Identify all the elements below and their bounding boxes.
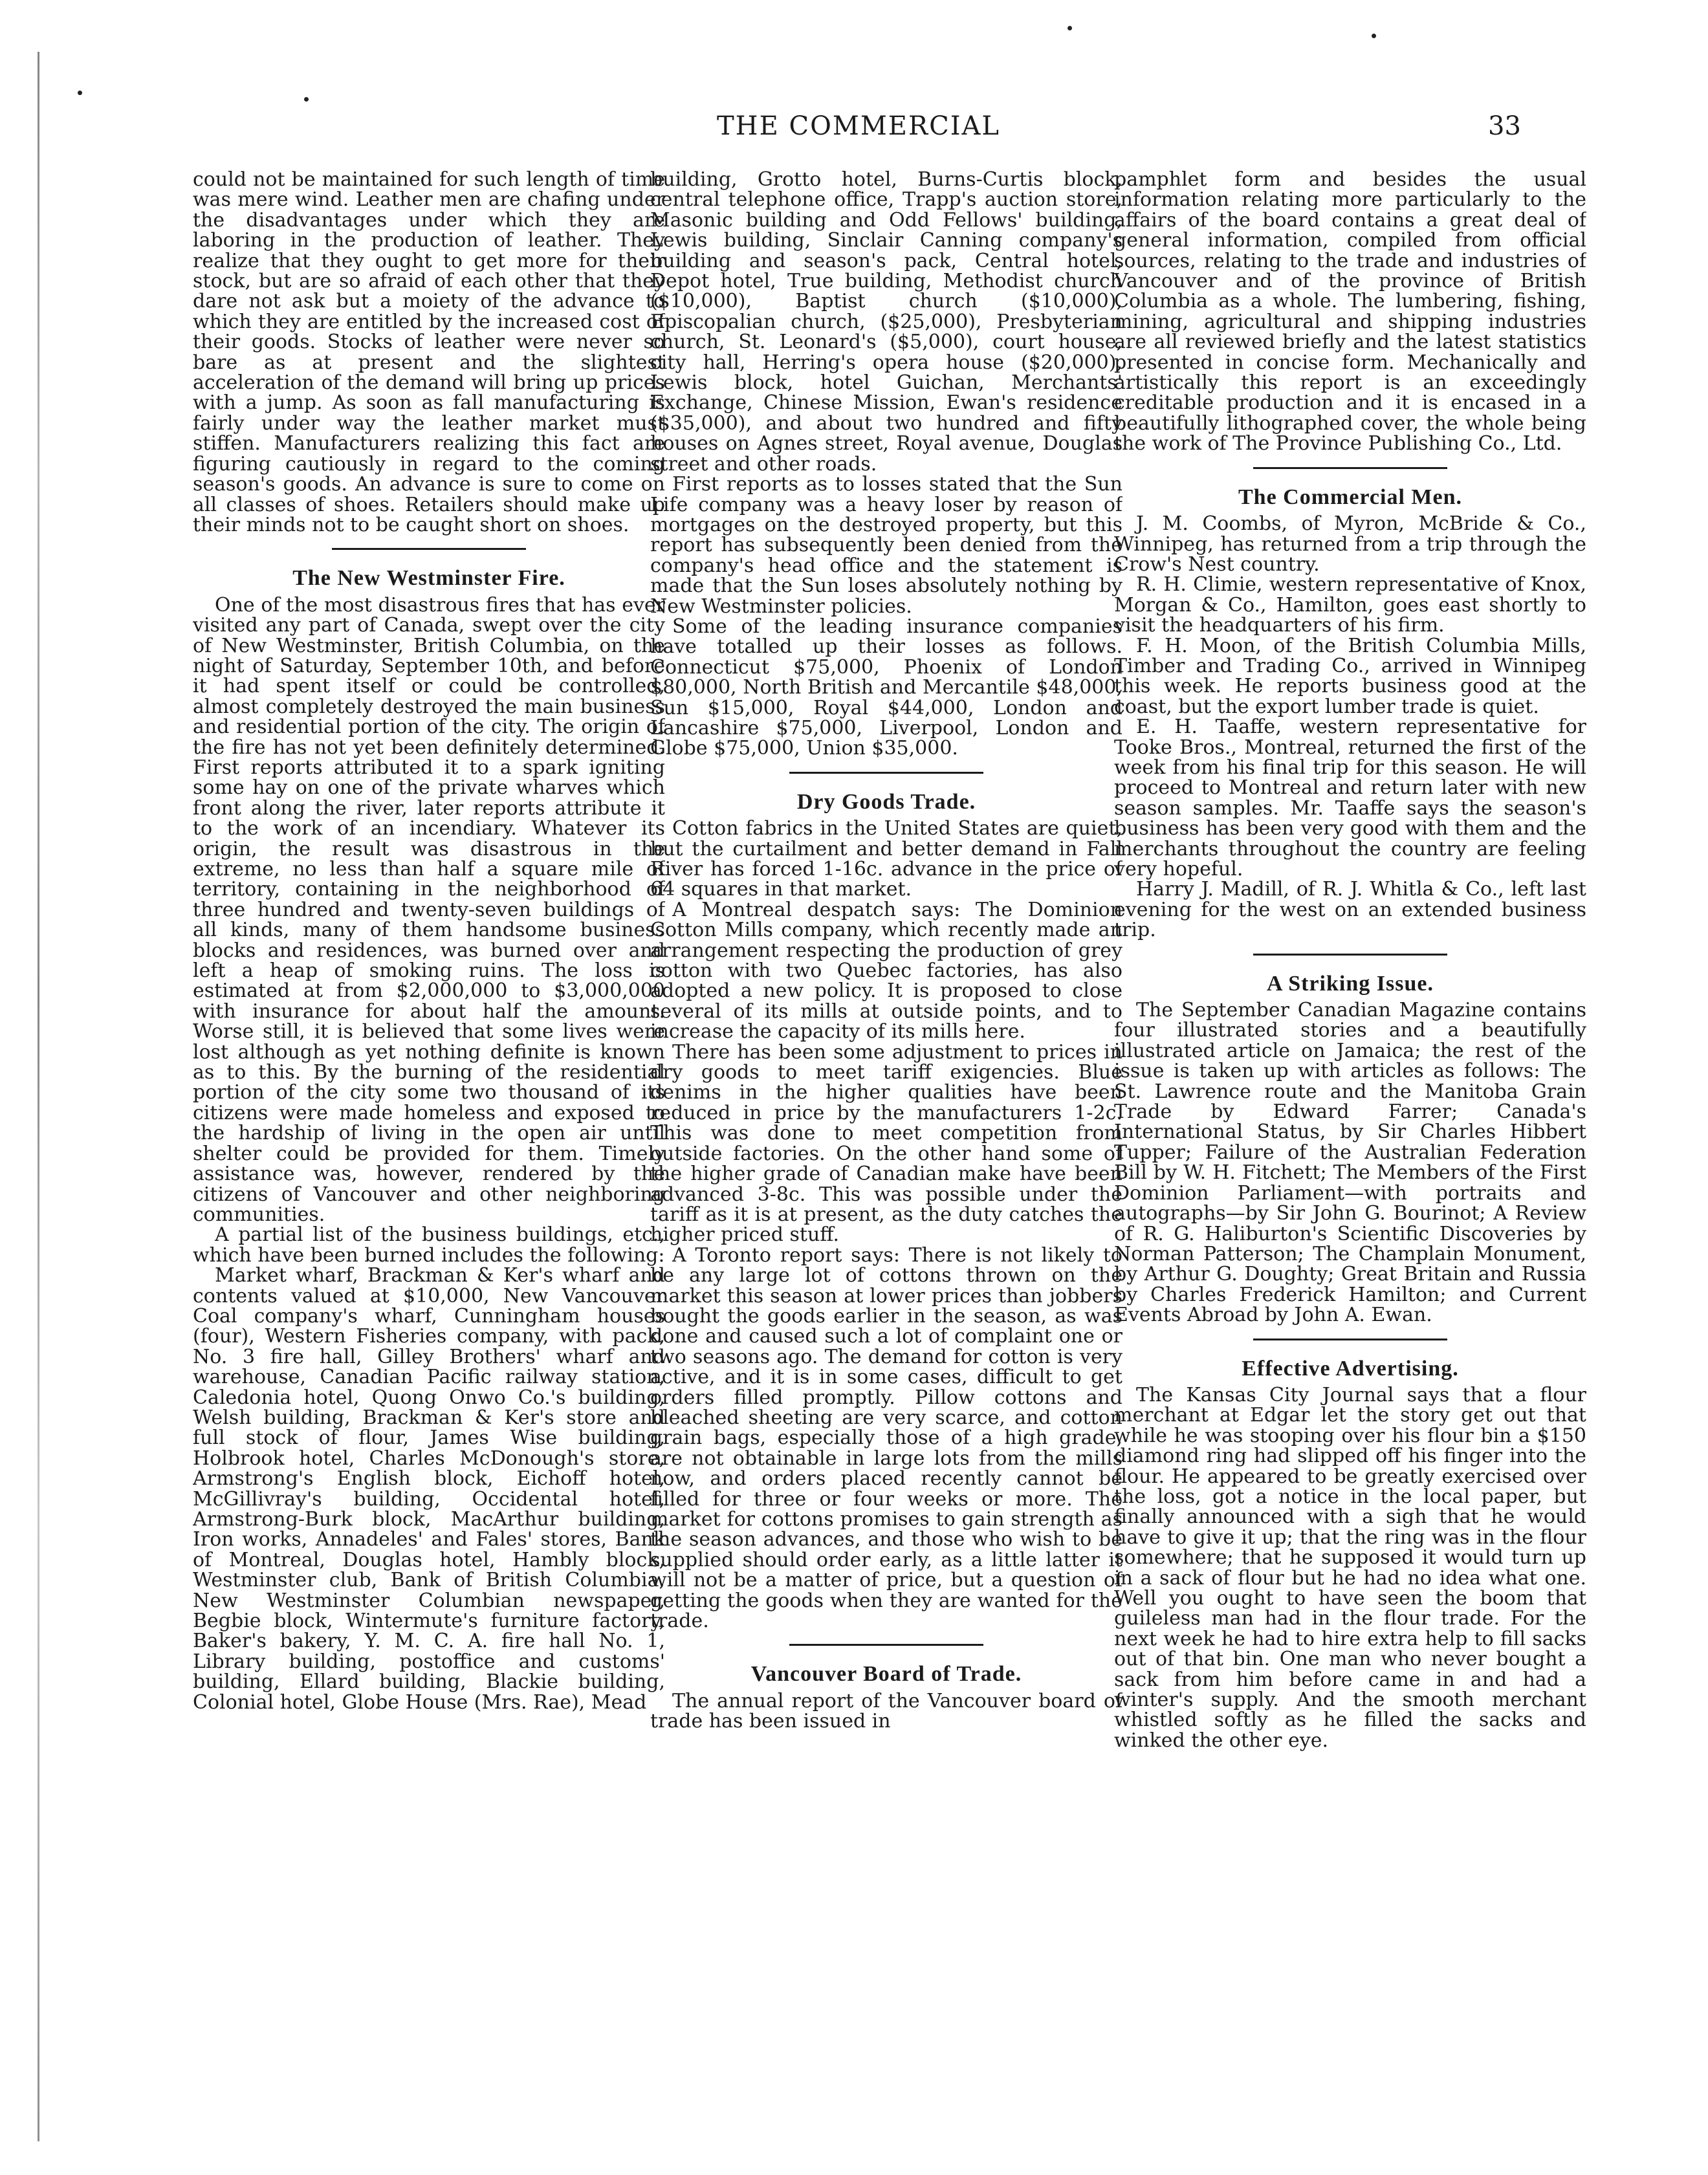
article-paragraph: A partial list of the business buildings, etc., which have been burned includes the following: bbox=[193, 1223, 665, 1267]
print-speck bbox=[1372, 34, 1376, 38]
article-paragraph: J. M. Coombs, of Myron, McBride & Co., Winnipeg, has returned from a trip through the Crow's Nest country. bbox=[1114, 512, 1586, 576]
column-right bbox=[1114, 169, 1586, 2136]
article-paragraph: The annual report of the Vancouver board of trade has been issued in bbox=[650, 1689, 1122, 1733]
page-edge-shadow bbox=[38, 52, 39, 2141]
article-paragraph: building, Grotto hotel, Burns-Curtis block, central telephone office, Trapp's auction store, Masonic building and Odd Fellows' building, Lewis building, Sinclair Canning company's building and season's pack, Central hotel, Depot hotel, True building, Methodist church ($10,000), Baptist church ($10,000), Episcopalian church, ($25,000), Presbyterian church, St. Leonard's ($5,000), court house, city hall, Herring's opera house ($20,000), Lewis block, hotel Guichan, Merchants' Exchange, Chinese Mission, Ewan's residence ($35,000), and about two hundred and fifty houses on Agnes street, Royal avenue, Douglas street and other roads. bbox=[650, 169, 1122, 475]
article-paragraph: could not be maintained for such length of time was mere wind. Leather men are chafing under the disadvantages under which they are laboring in the production of leather. They realize that they ought to get more for their stock, but are so afraid of each other that they dare not ask but a moiety of the advance to which they are entitled by the increased cost of their goods. Stocks of leather were never so bare as at present and the slightest acceleration of the demand will bring up prices with a jump. As soon as fall manufacturing is fairly under way the leather market must stiffen. Manufacturers realizing this fact are figuring cautiously in regard to the coming season's goods. An advance is sure to come on all classes of shoes. Retailers should make up their minds not to be caught short on shoes. bbox=[193, 169, 665, 536]
article-paragraph: The Kansas City Journal says that a flour merchant at Edgar let the story get out that while he was stooping over his flour bin a $150 diamond ring had slipped off his finger into the flour. He appeared to be greatly exercised over the loss, got a notice in the local paper, but finally announced with a sigh that he would have to give it up; that the ring was in the flour somewhere; that he supposed it would turn up in a sack of flour but he had no idea what one. Well you ought to have seen the boom that guileless man had in the flour trade. For the next week he had to hire extra help to fill sacks out of that bin. One man who never bought a sack from him before came in and had a winter's supply. And the smooth merchant whistled softly as he filled the sacks and winked the other eye. bbox=[1114, 1383, 1586, 1752]
section-divider bbox=[1253, 1339, 1447, 1340]
article-paragraph: R. H. Climie, western representative of Knox, Morgan & Co., Hamilton, goes east shortly to visit the headquarters of his firm. bbox=[1114, 573, 1586, 637]
article-paragraph: First reports as to losses stated that the Sun Life company was a heavy loser by reason of mortgages on the destroyed property, but this report has subsequently been denied from the company's head office and the statement is made that the Sun loses absolutely nothing by New Westminster policies. bbox=[650, 473, 1122, 618]
article-heading: A Striking Issue. bbox=[1267, 971, 1434, 996]
article-paragraph: The September Canadian Magazine contains four illustrated stories and a beautifully illustrated article on Jamaica; the rest of the issue is taken up with articles as follows: The St. Lawrence route and the Manitoba Grain Trade by Edward Farrer; Canada's International Status, by Sir Charles Hibbert Tupper; Failure of the Australian Federation Bill by W. H. Fitchett; The Members of the First Dominion Parliament—with portraits and autographs—by Sir John G. Bourinot; A Review of R. G. Haliburton's Scientific Discoveries by Norman Patterson; The Champlain Monument, by Arthur G. Doughty; Great Britain and Russia by Charles Frederick Hamilton; and Current Events Abroad by John A. Ewan. bbox=[1114, 999, 1586, 1327]
section-divider bbox=[1253, 954, 1447, 956]
article-paragraph: Cotton fabrics in the United States are quiet, but the curtailment and better demand in Fall River has forced 1-16c. advance in the price of 64 squares in that market. bbox=[650, 817, 1122, 901]
masthead-title: THE COMMERCIAL bbox=[717, 111, 1000, 141]
section-divider bbox=[789, 1644, 983, 1646]
print-speck bbox=[78, 91, 82, 95]
article-heading: The New Westminster Fire. bbox=[292, 566, 565, 591]
article-paragraph: F. H. Moon, of the British Columbia Mills, Timber and Trading Co., arrived in Winnipeg this week. He reports business good at the coast, but the export lumber trade is quiet. bbox=[1114, 634, 1586, 718]
article-paragraph: E. H. Taaffe, western representative for Tooke Bros., Montreal, returned the first of the week from his final trip for this season. He will proceed to Montreal and return later with new season samples. Mr. Taaffe says the season's business has been very good with them and the merchants throughout the country are feeling very hopeful. bbox=[1114, 716, 1586, 880]
section-divider bbox=[332, 548, 526, 550]
column-left bbox=[193, 169, 665, 2136]
column-middle bbox=[650, 169, 1122, 2136]
article-paragraph: A Montreal despatch says: The Dominion Cotton Mills company, which recently made an arrangement respecting the production of grey cotton with two Quebec factories, has also adopted a new policy. It is proposed to close several of its mills at outside points, and to increase the capacity of its mills here. bbox=[650, 898, 1122, 1044]
print-speck bbox=[1068, 26, 1072, 30]
article-paragraph: One of the most disastrous fires that has ever visited any part of Canada, swept over the city of New Westminster, British Columbia, on the night of Saturday, September 10th, and before it had spent itself or could be controlled, almost completely destroyed the main business and residential portion of the city. The origin of the fire has not yet been definitely determined. First reports attributed it to a spark igniting some hay on one of the private wharves which front along the river, later reports attribute it to the work of an incendiary. Whatever its origin, the result was disastrous in the extreme, no less than half a square mile of territory, containing in the neighborhood of three hundred and twenty-seven buildings of all kinds, many of them handsome business blocks and residences, was burned over and left a heap of smoking ruins. The loss is estimated at from $2,000,000 to $3,000,000 with insurance for about half the amount. Worse still, it is believed that some lives were lost although as yet nothing definite is known as to this. By the burning of the residential portion of the city some two thousand of its citizens were made homeless and exposed to the hardship of living in the open air until shelter could be provided for them. Timely assistance was, however, rendered by the citizens of Vancouver and other neighboring communities. bbox=[193, 593, 665, 1226]
article-paragraph: A Toronto report says: There is not likely to be any large lot of cottons thrown on the market this season at lower prices than jobbers bought the goods earlier in the season, as was done and caused such a lot of complaint one or two seasons ago. The demand for cotton is very active, and it is in some cases, difficult to get orders filled promptly. Pillow cottons and bleached sheeting are very scarce, and cotton grain bags, especially those of a high grade, are not obtainable in large lots from the mills now, and orders placed recently cannot be filled for three or four weeks or more. The market for cottons promises to gain strength as the season advances, and those who wish to be supplied should order early, as a little latter it will not be a matter of price, but a question of getting the goods when they are wanted for the trade. bbox=[650, 1243, 1122, 1633]
article-paragraph: There has been some adjustment to prices in dry goods to meet tariff exigencies. Blue denims in the higher qualities have been reduced in price by the manufacturers 1-2c. This was done to meet competition from outside factories. On the other hand some of the higher grade of Canadian make have been advanced 3-8c. This was possible under the tariff as it is at present, as the duty catches the higher priced stuff. bbox=[650, 1040, 1122, 1247]
section-divider bbox=[1253, 467, 1447, 469]
print-speck bbox=[304, 97, 309, 102]
page-number: 33 bbox=[1488, 111, 1521, 141]
article-paragraph: pamphlet form and besides the usual information relating more particularly to the affairs of the board contains a great deal of general information, compiled from official sources, relating to the trade and industries of Vancouver and of the province of British Columbia as a whole. The lumbering, fishing, mining, agricultural and shipping industries are all reviewed briefly and the latest statistics presented in concise form. Mechanically and artistically this report is an exceedingly creditable production and it is encased in a beautifully lithographed cover, the whole being the work of The Province Publishing Co., Ltd. bbox=[1114, 169, 1586, 455]
article-heading: Dry Goods Trade. bbox=[796, 789, 976, 814]
article-paragraph: Harry J. Madill, of R. J. Whitla & Co., left last evening for the west on an extended business trip. bbox=[1114, 878, 1586, 942]
article-heading: Vancouver Board of Trade. bbox=[750, 1662, 1022, 1687]
article-heading: Effective Advertising. bbox=[1242, 1356, 1459, 1381]
article-heading: The Commercial Men. bbox=[1238, 485, 1463, 509]
article-paragraph: Some of the leading insurance companies have totalled up their losses as follows. Connecticut $75,000, Phoenix of London $80,000, North British and Mercantile $48,000, Sun $15,000, Royal $44,000, London and Lancashire $75,000, Liverpool, London and Globe $75,000, Union $35,000. bbox=[650, 615, 1122, 760]
article-paragraph: Market wharf, Brackman & Ker's wharf and contents valued at $10,000, New Vancouver Coal company's wharf, Cunningham houses (four), Western Fisheries company, with pack, No. 3 fire hall, Gilley Brothers' wharf and warehouse, Canadian Pacific railway station, Caledonia hotel, Quong Onwo Co.'s building, Welsh building, Brackman & Ker's store and full stock of flour, James Wise building, Holbrook hotel, Charles McDonough's store, Armstrong's English block, Eichoff hotel, McGillivray's building, Occidental hotel, Armstrong-Burk block, MacArthur building, Iron works, Annadeles' and Fales' stores, Bank of Montreal, Douglas hotel, Hambly block, Westminster club, Bank of British Columbia, New Westminster Columbian newspaper, Begbie block, Wintermute's furniture factory, Baker's bakery, Y. M. C. A. fire hall No. 1, Library building, postoffice and customs' building, Ellard building, Blackie building, Colonial hotel, Globe House (Mrs. Rae), Mead bbox=[193, 1264, 665, 1714]
section-divider bbox=[789, 772, 983, 774]
